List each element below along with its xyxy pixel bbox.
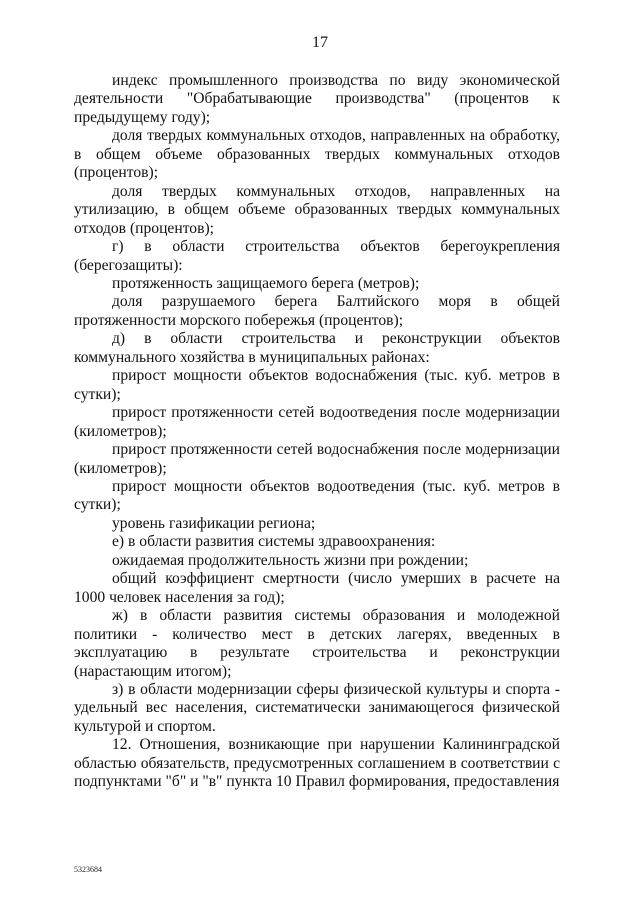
paragraph: общий коэффициент смертности (число умерших в расчете на 1000 человек населения за год); — [74, 570, 560, 606]
paragraph: ожидаемая продолжительность жизни при рождении; — [112, 551, 469, 569]
paragraph: з) в области модернизации сферы физической культуры и спорта - удельный вес населения, систематически занимающегося физической культурой и спортом. — [74, 680, 560, 735]
document-id: 5323684 — [74, 865, 102, 874]
paragraph: протяженность защищаемого берега (метров); — [112, 274, 420, 292]
paragraph: доля разрушаемого берега Балтийского моря в общей протяженности морского побережья (процентов); — [74, 293, 560, 329]
paragraph: индекс промышленного производства по виду экономической деятельности "Обрабатывающие производства" (процентов к предыдущему году); — [74, 72, 560, 126]
paragraph: прирост протяженности сетей водоотведения после модернизации (километров); — [74, 404, 560, 440]
paragraph: д) в области строительства и реконструкции объектов коммунального хозяйства в муниципальных районах: — [74, 330, 560, 366]
paragraph: доля твердых коммунальных отходов, направленных на утилизацию, в общем объеме образованных твердых коммунальных отходов (процентов); — [74, 182, 560, 237]
document-body — [74, 72, 560, 792]
paragraph: прирост протяженности сетей водоснабжения после модернизации (километров); — [74, 441, 560, 477]
paragraph: е) в области развития системы здравоохранения: — [112, 533, 436, 551]
paragraph: ж) в области развития системы образования и молодежной политики - количество мест в детских лагерях, введенных в эксплуатацию в результате строительства и реконструкции (нарастающим итогом); — [74, 607, 560, 680]
paragraph: 12. Отношения, возникающие при нарушении Калининградской областью обязательств, предусмотренных соглашением в соответствии с подпунктами "б" и "в" пункта 10 Правил формирования, предоставления — [74, 736, 560, 791]
paragraph: доля твердых коммунальных отходов, направленных на обработку, в общем объеме образованных твердых коммунальных отходов (процентов); — [74, 127, 560, 182]
page-number: 17 — [312, 34, 328, 51]
paragraph: прирост мощности объектов водоотведения (тыс. куб. метров в сутки); — [74, 477, 560, 514]
paragraph: прирост мощности объектов водоснабжения (тыс. куб. метров в сутки); — [74, 367, 560, 403]
paragraph: уровень газификации региона; — [112, 514, 316, 532]
paragraph: г) в области строительства объектов берегоукрепления (берегозащиты): — [74, 238, 560, 274]
